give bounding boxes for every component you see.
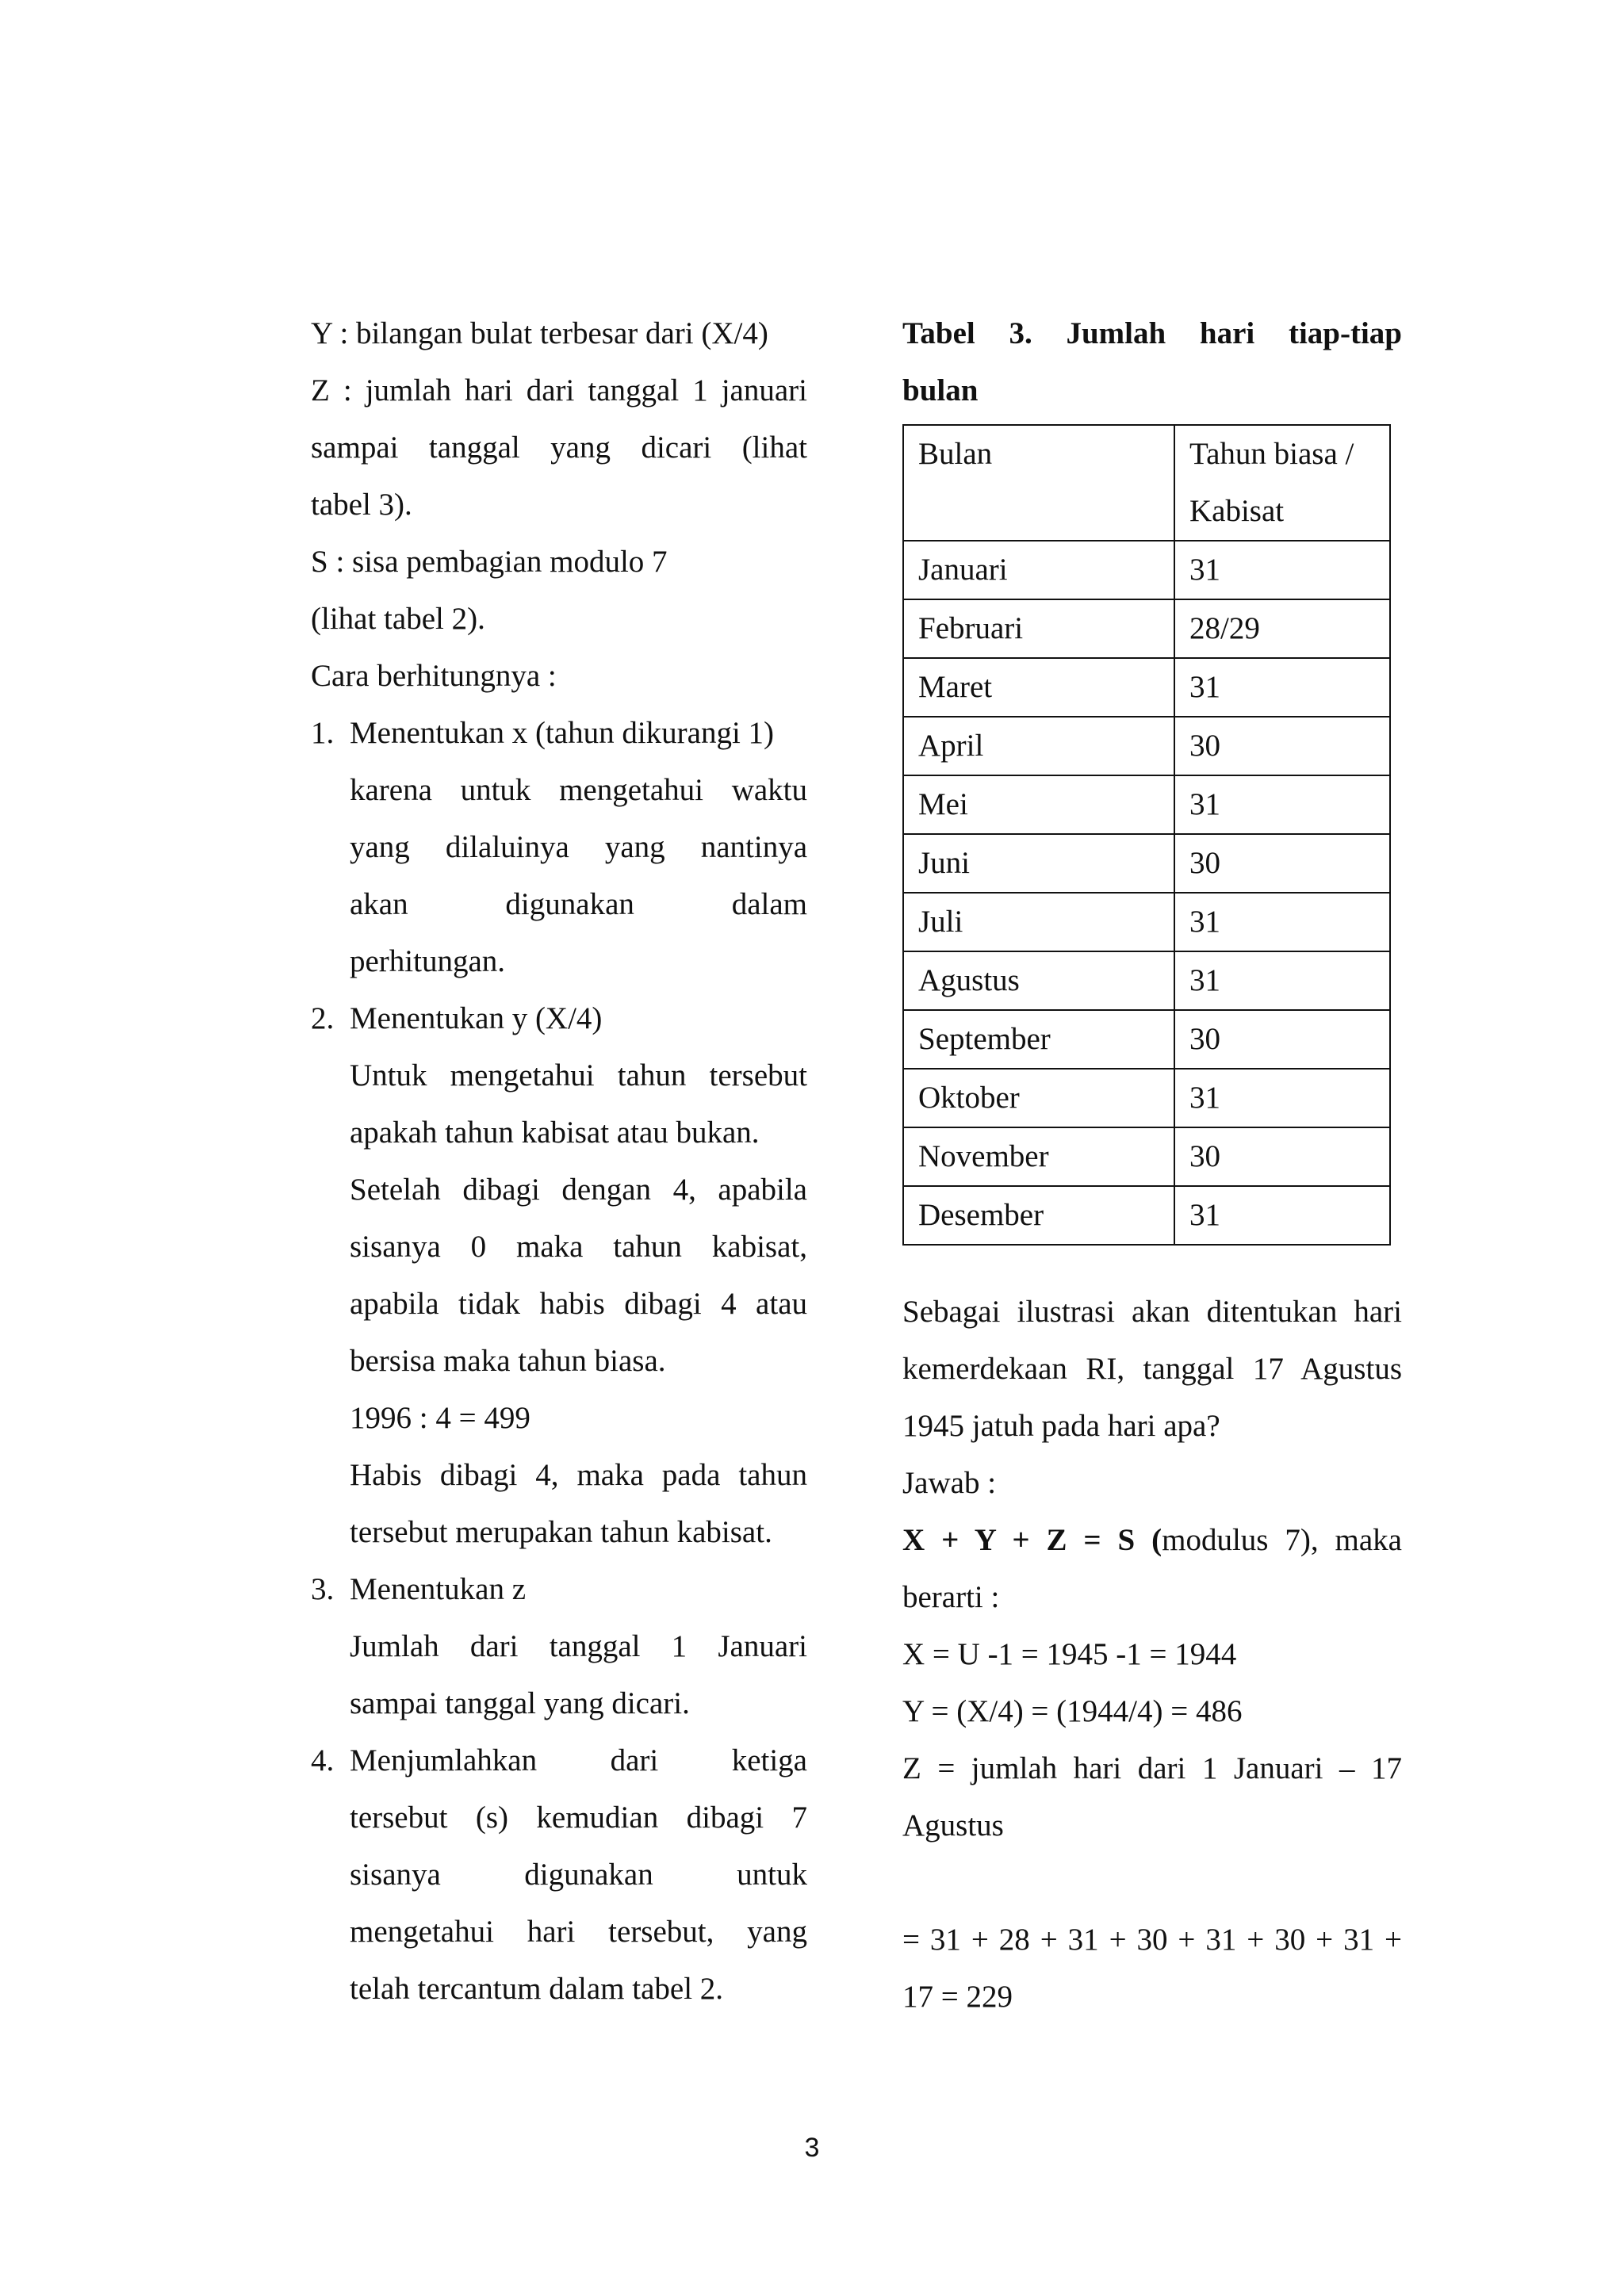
list-item-3 (311, 1561, 807, 1618)
days-cell: 30 (1174, 717, 1390, 775)
spacer (902, 1246, 1402, 1284)
spacer (902, 1854, 1402, 1911)
days-cell: 31 (1174, 658, 1390, 717)
table-row (903, 775, 1390, 834)
def-s-2: (lihat tabel 2). (311, 602, 485, 636)
month-cell: Desember (903, 1186, 1174, 1245)
days-cell: 31 (1174, 1069, 1390, 1127)
table-title-cont: bulan (902, 373, 979, 408)
list-number: 1. (311, 716, 335, 750)
days-cell: 31 (1174, 893, 1390, 951)
list-text: apabila tidak habis dibagi 4 atau (350, 1287, 807, 1321)
list-text: Habis dibagi 4, maka pada tahun (350, 1458, 807, 1492)
sum-line-1: = 31 + 28 + 31 + 30 + 31 + 30 + 31 + (902, 1923, 1402, 1957)
def-z-3: tabel 3). (311, 488, 412, 522)
list-text: Menentukan x (tahun dikurangi 1) (350, 716, 775, 750)
list-text: tersebut merupakan tahun kabisat. (350, 1515, 772, 1549)
list-number: 2. (311, 1001, 335, 1035)
month-cell: Februari (903, 599, 1174, 658)
table-row (903, 951, 1390, 1010)
sum-line-2: 17 = 229 (902, 1980, 1013, 2014)
list-text: akan digunakan dalam (350, 887, 807, 921)
month-cell: Januari (903, 541, 1174, 599)
illustration-text: Sebagai ilustrasi akan ditentukan hari (902, 1295, 1402, 1329)
month-cell: April (903, 717, 1174, 775)
days-cell: 30 (1174, 1127, 1390, 1186)
list-text: Untuk mengetahui tahun tersebut (350, 1058, 807, 1093)
list-text: Menjumlahkan dari ketiga (350, 1743, 807, 1777)
list-text: sisanya 0 maka tahun kabisat, (350, 1230, 807, 1264)
page-number: 3 (804, 2133, 820, 2163)
table-title: Tabel 3. Jumlah hari tiap-tiap (902, 316, 1402, 350)
list-item-2 (311, 990, 807, 1047)
def-s-1: S : sisa pembagian modulo 7 (311, 545, 668, 579)
table-row (903, 893, 1390, 951)
list-text: yang dilaluinya yang nantinya (350, 830, 807, 864)
header-tahun-line1: Tahun biasa / (1189, 437, 1354, 471)
list-item-1 (311, 705, 807, 762)
table-row (903, 541, 1390, 599)
list-text: sisanya digunakan untuk (350, 1858, 807, 1892)
illustration-text: 1945 jatuh pada hari apa? (902, 1409, 1220, 1443)
list-text: sampai tanggal yang dicari. (350, 1686, 690, 1720)
list-text: mengetahui hari tersebut, yang (350, 1915, 807, 1949)
table-row (903, 717, 1390, 775)
calc-y: Y = (X/4) = (1944/4) = 486 (902, 1694, 1243, 1728)
header-bulan: Bulan (903, 425, 1174, 541)
left-column (311, 305, 807, 2018)
month-cell: November (903, 1127, 1174, 1186)
list-text: telah tercantum dalam tabel 2. (350, 1972, 724, 2006)
calc-z-1: Z = jumlah hari dari 1 Januari – 17 (902, 1751, 1402, 1785)
month-cell: Mei (903, 775, 1174, 834)
month-cell: Maret (903, 658, 1174, 717)
list-text: bersisa maka tahun biasa. (350, 1344, 666, 1378)
right-column (902, 305, 1402, 2026)
months-table (902, 424, 1391, 1246)
days-cell: 30 (1174, 1010, 1390, 1069)
days-cell: 31 (1174, 541, 1390, 599)
berarti-label: berarti : (902, 1580, 1000, 1614)
days-cell: 31 (1174, 951, 1390, 1010)
days-cell: 30 (1174, 834, 1390, 893)
formula-rest: modulus 7), maka (1162, 1523, 1402, 1557)
header-tahun (1174, 425, 1390, 541)
list-text: apakah tahun kabisat atau bukan. (350, 1115, 760, 1150)
table-row (903, 658, 1390, 717)
def-y: Y : bilangan bulat terbesar dari (X/4) (311, 316, 768, 350)
list-text: 1996 : 4 = 499 (350, 1401, 530, 1435)
calc-x: X = U -1 = 1945 -1 = 1944 (902, 1637, 1237, 1671)
days-cell: 31 (1174, 775, 1390, 834)
list-text: Jumlah dari tanggal 1 Januari (350, 1629, 807, 1663)
header-tahun-line2: Kabisat (1189, 494, 1285, 528)
table-row (903, 1010, 1390, 1069)
month-cell: Agustus (903, 951, 1174, 1010)
list-item-4 (311, 1732, 807, 1789)
list-number: 4. (311, 1743, 335, 1777)
def-z-1: Z : jumlah hari dari tanggal 1 januari (311, 373, 807, 408)
answer-label: Jawab : (902, 1466, 997, 1500)
table-row (903, 834, 1390, 893)
calc-z-2: Agustus (902, 1808, 1004, 1843)
table-header-row (903, 425, 1390, 541)
month-cell: September (903, 1010, 1174, 1069)
list-text: karena untuk mengetahui waktu (350, 773, 807, 807)
method-heading: Cara berhitungnya : (311, 659, 557, 693)
table-row (903, 1127, 1390, 1186)
table-row (903, 1186, 1390, 1245)
list-text: tersebut (s) kemudian dibagi 7 (350, 1800, 807, 1835)
formula-bold: X + Y + Z = S ( (902, 1523, 1162, 1557)
formula-line (902, 1512, 1402, 1569)
illustration-text: kemerdekaan RI, tanggal 17 Agustus (902, 1352, 1402, 1386)
table-row (903, 599, 1390, 658)
list-text: Menentukan y (X/4) (350, 1001, 603, 1035)
month-cell: Oktober (903, 1069, 1174, 1127)
table-row (903, 1069, 1390, 1127)
list-text: perhitungan. (350, 944, 506, 978)
days-cell: 31 (1174, 1186, 1390, 1245)
month-cell: Juni (903, 834, 1174, 893)
list-text: Setelah dibagi dengan 4, apabila (350, 1173, 807, 1207)
def-z-2: sampai tanggal yang dicari (lihat (311, 430, 807, 465)
list-text: Menentukan z (350, 1572, 527, 1606)
days-cell: 28/29 (1174, 599, 1390, 658)
month-cell: Juli (903, 893, 1174, 951)
list-number: 3. (311, 1572, 335, 1606)
